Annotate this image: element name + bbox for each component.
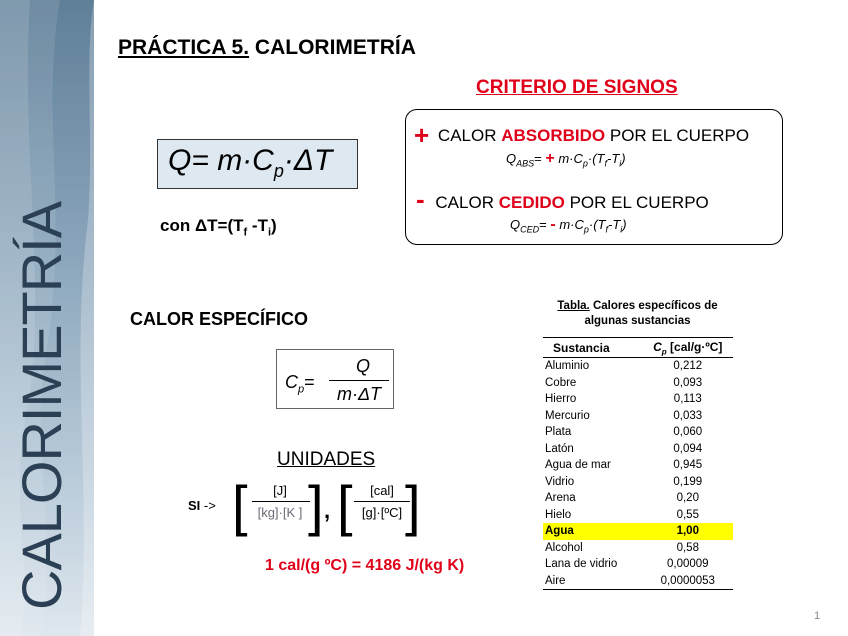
delta-t-definition: con $\Delta T=(T_f$ $-T_i$)	[160, 216, 277, 239]
absorbed-equation: $Q_{ABS}= + m\cdot C_p\cdot(T_f-T_i)$	[506, 150, 626, 169]
absorbed-pre: CALOR	[437, 126, 497, 145]
value-cell: 1,00	[643, 523, 733, 540]
value-cell: 0,20	[676, 492, 699, 505]
units-comma: ,	[324, 498, 331, 523]
left-bracket-1: [	[232, 474, 248, 537]
substance-cell: Aluminio	[545, 360, 590, 373]
value-cell: 0,0000053	[643, 573, 733, 590]
sidebar-decoration	[0, 0, 94, 636]
substance-cell: Vidrio	[545, 475, 575, 488]
substance-cell: Arena	[545, 492, 576, 505]
ceded-line	[416, 184, 709, 215]
substance-cell: Latón	[545, 442, 574, 455]
absorbed-word: ABSORBIDO	[501, 126, 606, 145]
value-cell: 0,094	[673, 442, 703, 455]
table-row	[543, 490, 733, 507]
value-cell: 0,033	[673, 409, 703, 422]
ceded-post: POR EL CUERPO	[569, 193, 709, 212]
substance-cell: Agua	[543, 523, 643, 540]
left-bracket-2: [	[337, 474, 353, 537]
cp-lhs: $C_p=$	[285, 372, 315, 396]
right-bracket-1: ]	[308, 474, 324, 537]
substance-cell: Alcohol	[545, 541, 583, 554]
substance-cell: Hierro	[545, 393, 577, 406]
table-row	[543, 474, 733, 491]
substance-cell: Agua de mar	[545, 459, 611, 472]
unit2-bar	[354, 501, 410, 502]
table-header-row	[543, 338, 733, 358]
cp-denominator: m·ΔT	[336, 384, 382, 404]
right-bracket-2: ]	[405, 474, 421, 537]
ceded-equation: $Q_{CED}= - m\cdot C_p\cdot(T_f-T_i)$	[510, 216, 627, 235]
title-practice: PRÁCTICA 5.	[118, 36, 250, 59]
sign-criteria-heading: CRITERIO DE SIGNOS	[476, 77, 678, 98]
value-cell: 0,945	[673, 459, 703, 472]
table-row	[543, 375, 733, 392]
table-row	[543, 408, 733, 425]
table-caption: Tabla. Calores específicos de algunas sustancias	[557, 300, 718, 327]
unit1-top: [J]	[273, 483, 287, 498]
substance-cell: Lana de vidrio	[545, 558, 618, 571]
col-cp: $C_p$ [cal/g·ºC]	[643, 338, 733, 358]
table-row	[543, 358, 733, 375]
table-row	[543, 441, 733, 458]
value-cell: 0,58	[676, 541, 699, 554]
specific-heat-heading: CALOR ESPECÍFICO	[130, 309, 309, 329]
unit1-bottom: [kg]·[K ]	[257, 505, 303, 520]
value-cell: 0,093	[673, 376, 703, 389]
title-topic: CALORIMETRÍA	[254, 36, 416, 59]
table-body	[543, 358, 733, 590]
value-cell: 0,212	[673, 360, 703, 373]
col-substance: Sustancia	[543, 338, 643, 358]
table-row	[543, 573, 733, 590]
table-row	[543, 391, 733, 408]
table-row	[543, 523, 733, 540]
value-cell: 0,060	[673, 426, 703, 439]
page-number: 1	[814, 610, 821, 622]
ceded-word: CEDIDO	[498, 193, 565, 212]
value-cell: 0,199	[673, 475, 703, 488]
absorbed-post: POR EL CUERPO	[609, 126, 750, 145]
substance-cell: Cobre	[545, 376, 577, 389]
cp-numerator: Q	[355, 356, 370, 376]
plus-sign: +	[414, 120, 430, 150]
unit1-bar	[252, 501, 310, 502]
specific-heat-formula-box	[276, 349, 394, 409]
table-row	[543, 424, 733, 441]
minus-sign: -	[416, 184, 425, 214]
value-cell: 0,00009	[666, 558, 709, 571]
table-row	[543, 540, 733, 557]
value-cell: 0,55	[676, 508, 699, 521]
value-cell: 0,113	[673, 393, 702, 406]
sign-criteria-box	[405, 109, 783, 245]
substance-cell: Mercurio	[545, 409, 590, 422]
unit2-bottom: [g]·[ºC]	[361, 505, 403, 520]
si-label: SI ->	[188, 498, 216, 513]
table-row	[543, 556, 733, 573]
table-row	[543, 507, 733, 524]
fraction-bar	[329, 380, 389, 381]
units-heading: UNIDADES	[277, 449, 376, 470]
substance-cell: Hielo	[545, 508, 572, 521]
specific-heat-table	[543, 337, 733, 590]
unit2-top: [cal]	[370, 483, 394, 498]
substance-cell: Plata	[545, 426, 572, 439]
substance-cell: Aire	[543, 573, 643, 590]
absorbed-line	[414, 120, 749, 151]
conversion-factor: 1 cal/(g ºC) = 4186 J/(kg K)	[265, 557, 465, 574]
heat-formula-box: $Q= m\cdot C_p\cdot\Delta T$	[157, 139, 358, 189]
page-title	[118, 36, 416, 60]
table-row	[543, 457, 733, 474]
ceded-pre: CALOR	[435, 193, 494, 212]
sidebar-title: CALORIMETRÍA	[10, 201, 73, 610]
